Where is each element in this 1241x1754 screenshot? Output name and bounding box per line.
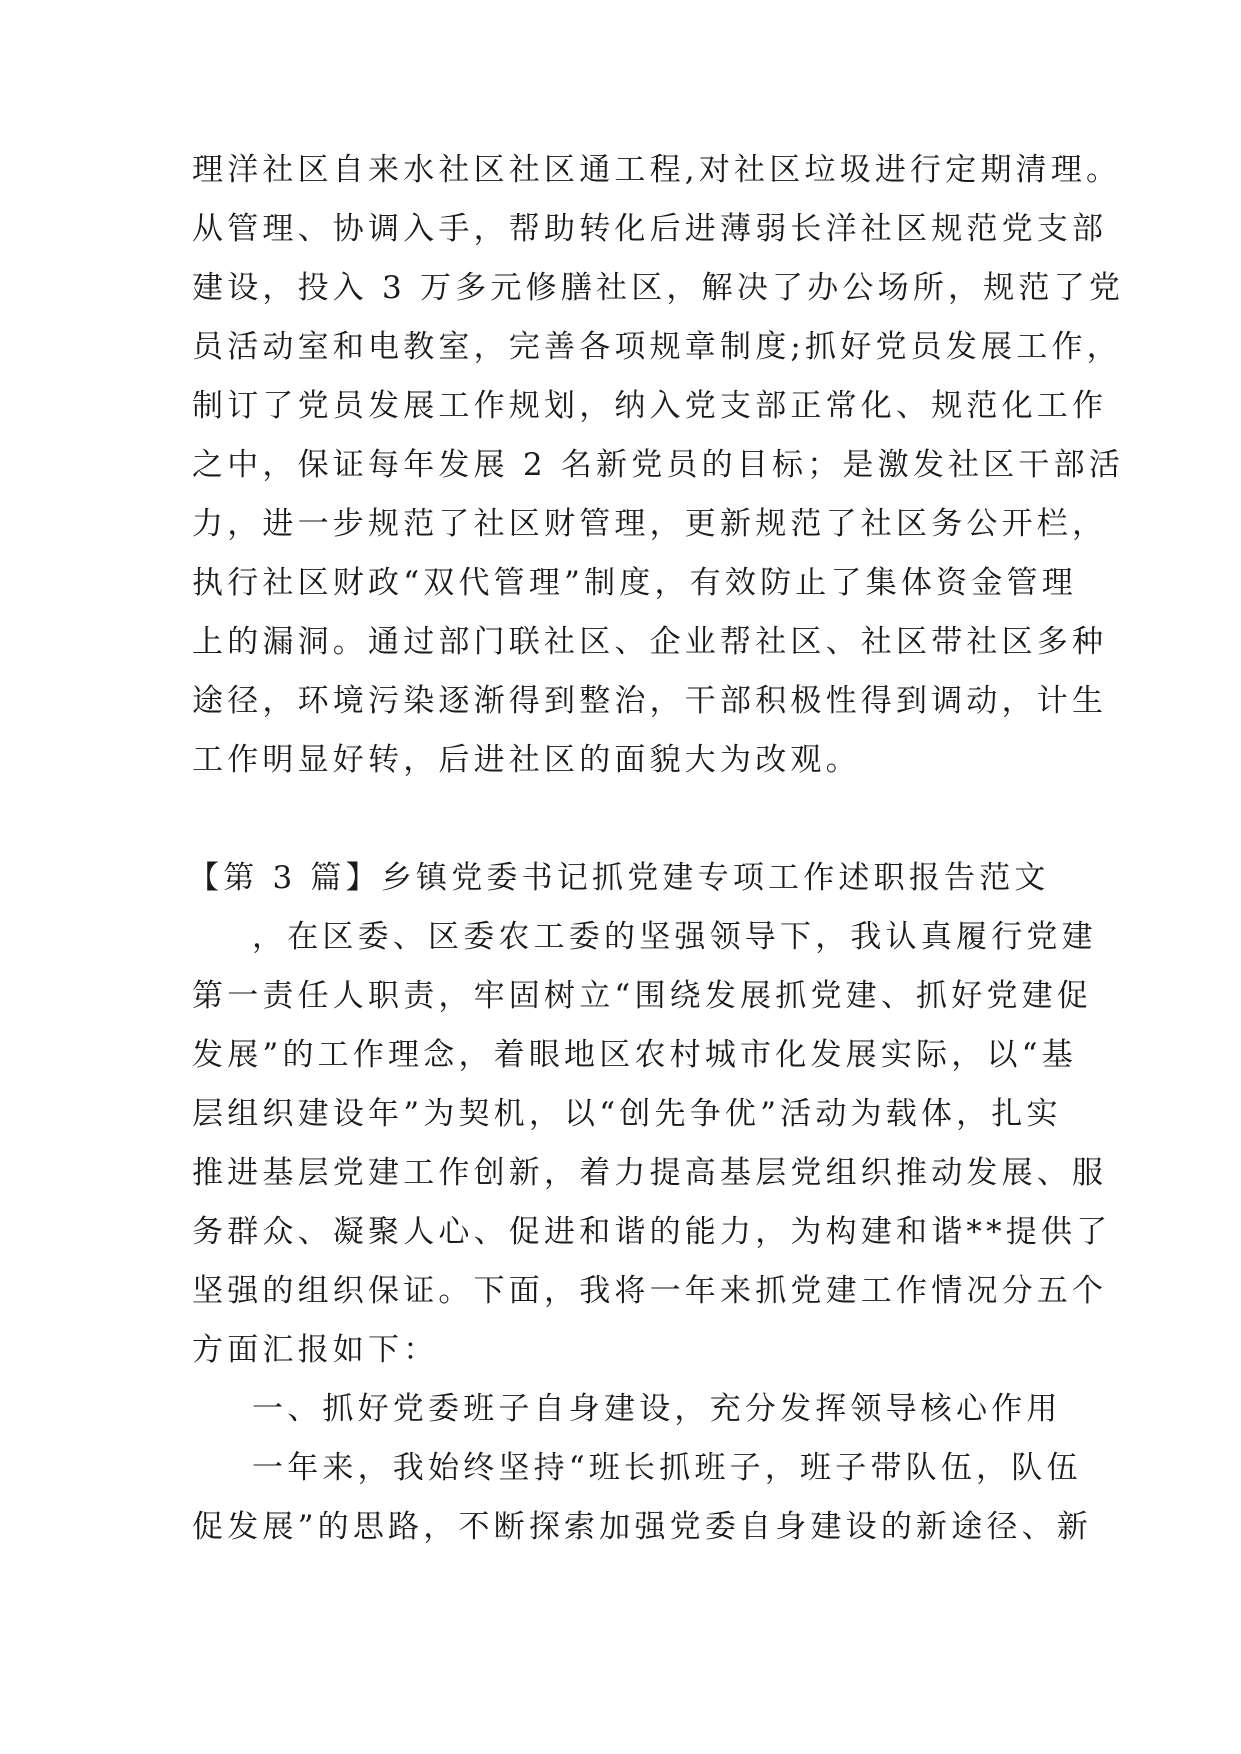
paragraph-line: 上的漏洞。通过部门联社区、企业帮社区、社区带社区多种 [192,624,1108,660]
paragraph-line: 理洋社区自来水社区社区通工程,对社区垃圾进行定期清理。 [192,152,1122,188]
paragraph-line: 员活动室和电教室，完善各项规章制度;抓好党员发展工作， [192,329,1122,365]
paragraph-line: 从管理、协调入手，帮助转化后进薄弱长洋社区规范党支部 [192,211,1108,247]
paragraph-line: 务群众、凝聚人心、促进和谐的能力，为构建和谐**提供了 [192,1214,1112,1250]
paragraph-line: 促发展”的思路，不断探索加强党委自身建设的新途径、新 [192,1509,1093,1545]
paragraph-line: 第一责任人职责，牢固树立“围绕发展抓党建、抓好党建促 [192,978,1093,1014]
subheading-line: 一、抓好党委班子自身建设，充分发挥领导核心作用 [252,1391,1062,1427]
paragraph-line: 途径，环境污染逐渐得到整治，干部积极性得到调动，计生 [192,683,1108,719]
paragraph-line: 执行社区财政“双代管理”制度，有效防止了集体资金管理 [192,565,1077,601]
paragraph-line: 工作明显好转，后进社区的面貌大为改观。 [192,742,861,778]
paragraph-line: 发展”的工作理念，着眼地区农村城市化发展实际，以“基 [192,1037,1077,1073]
paragraph-line: 层组织建设年”为契机，以“创先争优”活动为载体，扎实 [192,1096,1062,1132]
paragraph-line: 力，进一步规范了社区财管理，更新规范了社区务公开栏， [192,506,1108,542]
section-title: 【第 3 篇】乡镇党委书记抓党建专项工作述职报告范文 [188,860,1050,896]
paragraph-line: 一年来，我始终坚持“班长抓班子，班子带队伍，队伍 [252,1450,1082,1486]
paragraph-line: 建设，投入 3 万多元修膳社区，解决了办公场所，规范了党 [192,270,1125,306]
paragraph-line: ，在区委、区委农工委的坚强领导下，我认真履行党建 [252,919,1097,955]
paragraph-line: 之中，保证每年发展 2 名新党员的目标；是激发社区干部活 [192,447,1125,483]
paragraph-line: 推进基层党建工作创新，着力提高基层党组织推动发展、服 [192,1155,1108,1191]
paragraph-line: 制订了党员发展工作规划，纳入党支部正常化、规范化工作 [192,388,1108,424]
paragraph-line: 方面汇报如下： [192,1332,439,1368]
paragraph-line: 坚强的组织保证。下面，我将一年来抓党建工作情况分五个 [192,1273,1108,1309]
